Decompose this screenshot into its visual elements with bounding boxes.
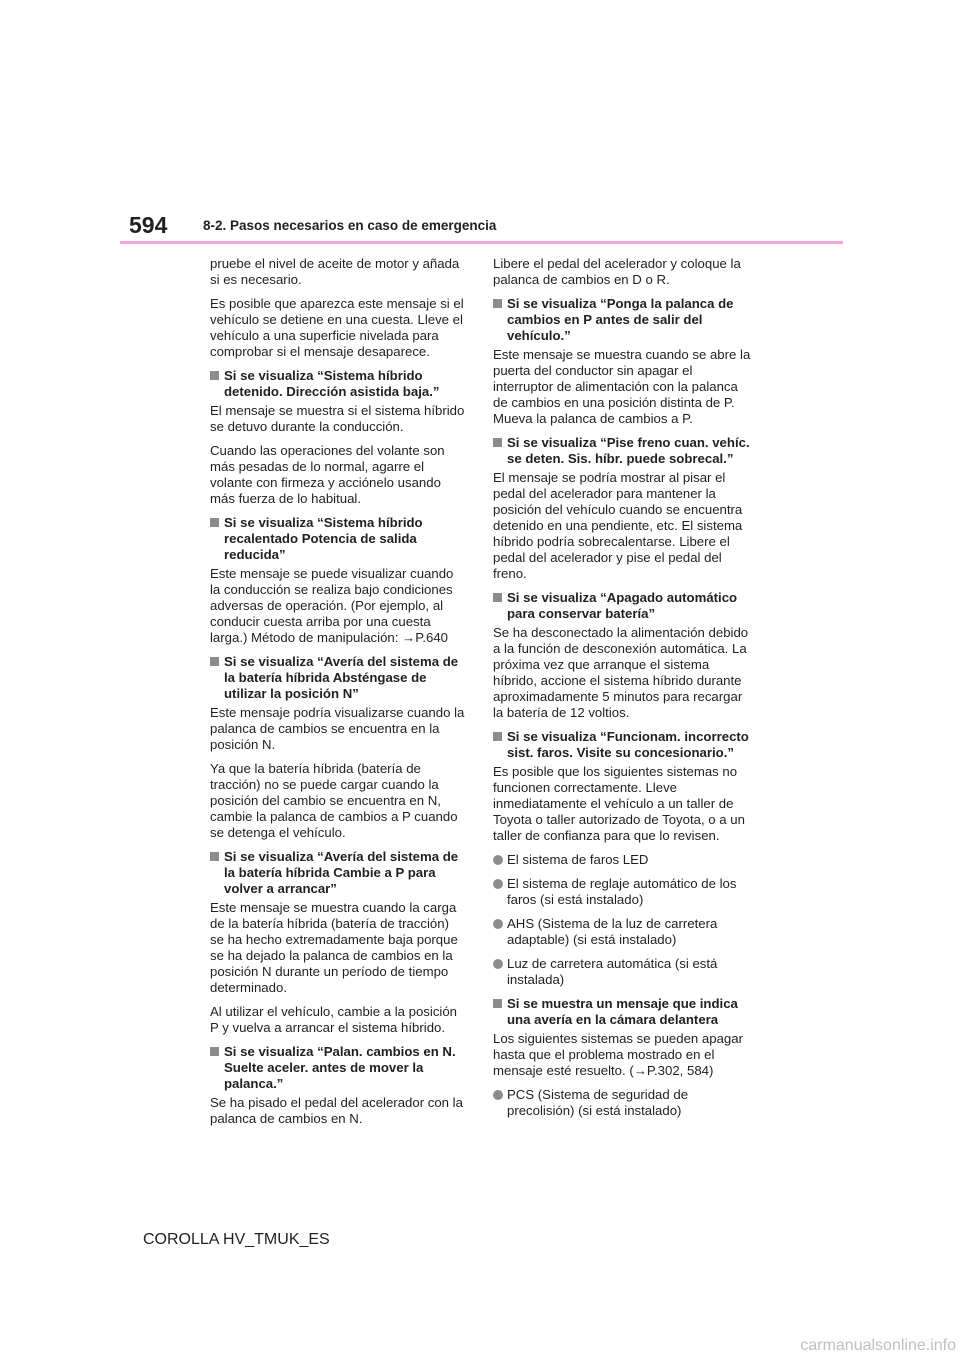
bullet-item	[493, 956, 753, 988]
square-bullet-icon	[210, 852, 219, 861]
section-heading	[493, 996, 753, 1028]
section-heading	[493, 435, 753, 467]
section-heading	[493, 590, 753, 622]
section-heading	[493, 296, 753, 344]
heading-text: Si se visualiza “Sistema híbrido detenido. Dirección asistida baja.”	[224, 368, 440, 399]
circle-bullet-icon	[493, 919, 503, 929]
heading-text: Si se visualiza “Avería del sistema de la batería híbrida Cambie a P para volver a arrancar”	[224, 849, 459, 896]
circle-bullet-icon	[493, 855, 503, 865]
section-heading	[210, 515, 466, 563]
paragraph	[210, 705, 466, 753]
paragraph-text: Es posible que los siguientes sistemas no funcionen correctamente. Lleve inmediatamente el vehículo a un taller de Toyota o taller autorizado de Toyota, o a un taller de confianza para que lo revisen.	[493, 764, 745, 843]
section-heading	[210, 368, 466, 400]
bullet-item	[493, 1087, 753, 1119]
circle-bullet-icon	[493, 879, 503, 889]
section-heading	[210, 849, 466, 897]
paragraph-text: pruebe el nivel de aceite de motor y añada si es necesario.	[210, 256, 460, 287]
paragraph-text: Se ha desconectado la alimentación debido a la función de desconexión automática. La próxima vez que arranque el sistema híbrido, accione el sistema híbrido durante aproximadamente 5 minutos para recargar la batería de 12 voltios.	[493, 625, 749, 720]
heading-text: Si se visualiza “Funcionam. incorrecto sist. faros. Visite su concesionario.”	[507, 729, 749, 760]
bullet-item	[493, 916, 753, 948]
square-bullet-icon	[210, 518, 219, 527]
bullet-item	[493, 876, 753, 908]
square-bullet-icon	[493, 438, 502, 447]
paragraph-text: Los siguientes sistemas se pueden apagar hasta que el problema mostrado en el mensaje esté resuelto. (→P.302, 584)	[493, 1031, 743, 1078]
heading-text: Si se visualiza “Ponga la palanca de cambios en P antes de salir del vehículo.”	[507, 296, 734, 343]
paragraph	[210, 1004, 466, 1036]
bullet-text: El sistema de faros LED	[507, 852, 649, 867]
bullet-text: AHS (Sistema de la luz de carretera adaptable) (si está instalado)	[507, 916, 718, 947]
bullet-item	[493, 852, 753, 868]
paragraph-text: Libere el pedal del acelerador y coloque la palanca de cambios en D o R.	[493, 256, 741, 287]
paragraph-text: Se ha pisado el pedal del acelerador con la palanca de cambios en N.	[210, 1095, 463, 1126]
bullet-text: El sistema de reglaje automático de los faros (si está instalado)	[507, 876, 737, 907]
paragraph-text: Este mensaje podría visualizarse cuando la palanca de cambios se encuentra en la posición N.	[210, 705, 465, 752]
paragraph	[210, 900, 466, 996]
bullet-text: Luz de carretera automática (si está instalada)	[507, 956, 718, 987]
paragraph-text: Ya que la batería híbrida (batería de tracción) no se puede cargar cuando la posición del cambio se encuentra en N, cambie la palanca de cambios a P cuando se detenga el vehículo.	[210, 761, 458, 840]
section-heading	[210, 1044, 466, 1092]
square-bullet-icon	[210, 657, 219, 666]
paragraph-text: Cuando las operaciones del volante son más pesadas de lo normal, agarre el volante con firmeza y acciónelo usando más fuerza de lo habitual.	[210, 443, 445, 506]
paragraph-text: Al utilizar el vehículo, cambie a la posición P y vuelva a arrancar el sistema híbrido.	[210, 1004, 458, 1035]
paragraph	[493, 256, 753, 288]
page-number: 594	[129, 212, 168, 238]
section-title: 8-2. Pasos necesarios en caso de emergencia	[203, 218, 497, 233]
circle-bullet-icon	[493, 959, 503, 969]
paragraph	[493, 764, 753, 844]
right-column	[493, 256, 753, 1127]
paragraph-text: Es posible que aparezca este mensaje si el vehículo se detiene en una cuesta. Lleve el vehículo a una superficie nivelada para comprobar si el mensaje desaparece.	[210, 296, 464, 359]
paragraph	[210, 296, 466, 360]
header-rule	[120, 241, 843, 244]
paragraph-text: Este mensaje se muestra cuando la carga de la batería híbrida (batería de tracción) se ha hecho extremadamente baja porque se ha dejado la palanca de cambios en la posición N durante un período de tiempo determinado.	[210, 900, 458, 995]
heading-text: Si se muestra un mensaje que indica una avería en la cámara delantera	[507, 996, 738, 1027]
paragraph	[493, 625, 753, 721]
paragraph	[210, 566, 466, 646]
square-bullet-icon	[493, 999, 502, 1008]
paragraph	[493, 470, 753, 582]
heading-text: Si se visualiza “Pise freno cuan. vehíc. se deten. Sis. híbr. puede sobrecal.”	[507, 435, 750, 466]
watermark: carmanualsonline.info	[800, 1337, 956, 1354]
paragraph-text: Este mensaje se muestra cuando se abre la puerta del conductor sin apagar el interruptor de alimentación con la palanca de cambios en una posición distinta de P. Mueva la palanca de cambios a P.	[493, 347, 751, 426]
heading-text: Si se visualiza “Apagado automático para conservar batería”	[507, 590, 738, 621]
paragraph-text: El mensaje se podría mostrar al pisar el pedal del acelerador para mantener la posición del vehículo cuando se encuentra detenido en una pendiente, etc. El sistema híbrido podría sobrecalentarse. Libere el pedal del acelerador y pise el pedal del freno.	[493, 470, 743, 581]
bullet-text: PCS (Sistema de seguridad de precolisión) (si está instalado)	[507, 1087, 689, 1118]
square-bullet-icon	[210, 1047, 219, 1056]
square-bullet-icon	[493, 299, 502, 308]
paragraph	[210, 256, 466, 288]
heading-text: Si se visualiza “Palan. cambios en N. Suelte aceler. antes de mover la palanca.”	[224, 1044, 456, 1091]
paragraph	[210, 761, 466, 841]
square-bullet-icon	[493, 732, 502, 741]
left-column	[210, 256, 466, 1135]
heading-text: Si se visualiza “Sistema híbrido recalentado Potencia de salida reducida”	[224, 515, 423, 562]
square-bullet-icon	[493, 593, 502, 602]
section-heading	[493, 729, 753, 761]
paragraph	[210, 443, 466, 507]
section-heading	[210, 654, 466, 702]
paragraph	[210, 403, 466, 435]
paragraph-text: El mensaje se muestra si el sistema híbrido se detuvo durante la conducción.	[210, 403, 465, 434]
square-bullet-icon	[210, 371, 219, 380]
paragraph	[493, 1031, 753, 1079]
footer-model: COROLLA HV_TMUK_ES	[143, 1231, 330, 1248]
heading-text: Si se visualiza “Avería del sistema de la batería híbrida Absténgase de utilizar la posición N”	[224, 654, 459, 701]
paragraph	[493, 347, 753, 427]
paragraph-text: Este mensaje se puede visualizar cuando la conducción se realiza bajo condiciones adversas de operación. (Por ejemplo, al conducir cuesta arriba por una cuesta larga.) Método de manipulación: →P.640	[210, 566, 454, 645]
paragraph	[210, 1095, 466, 1127]
circle-bullet-icon	[493, 1090, 503, 1100]
